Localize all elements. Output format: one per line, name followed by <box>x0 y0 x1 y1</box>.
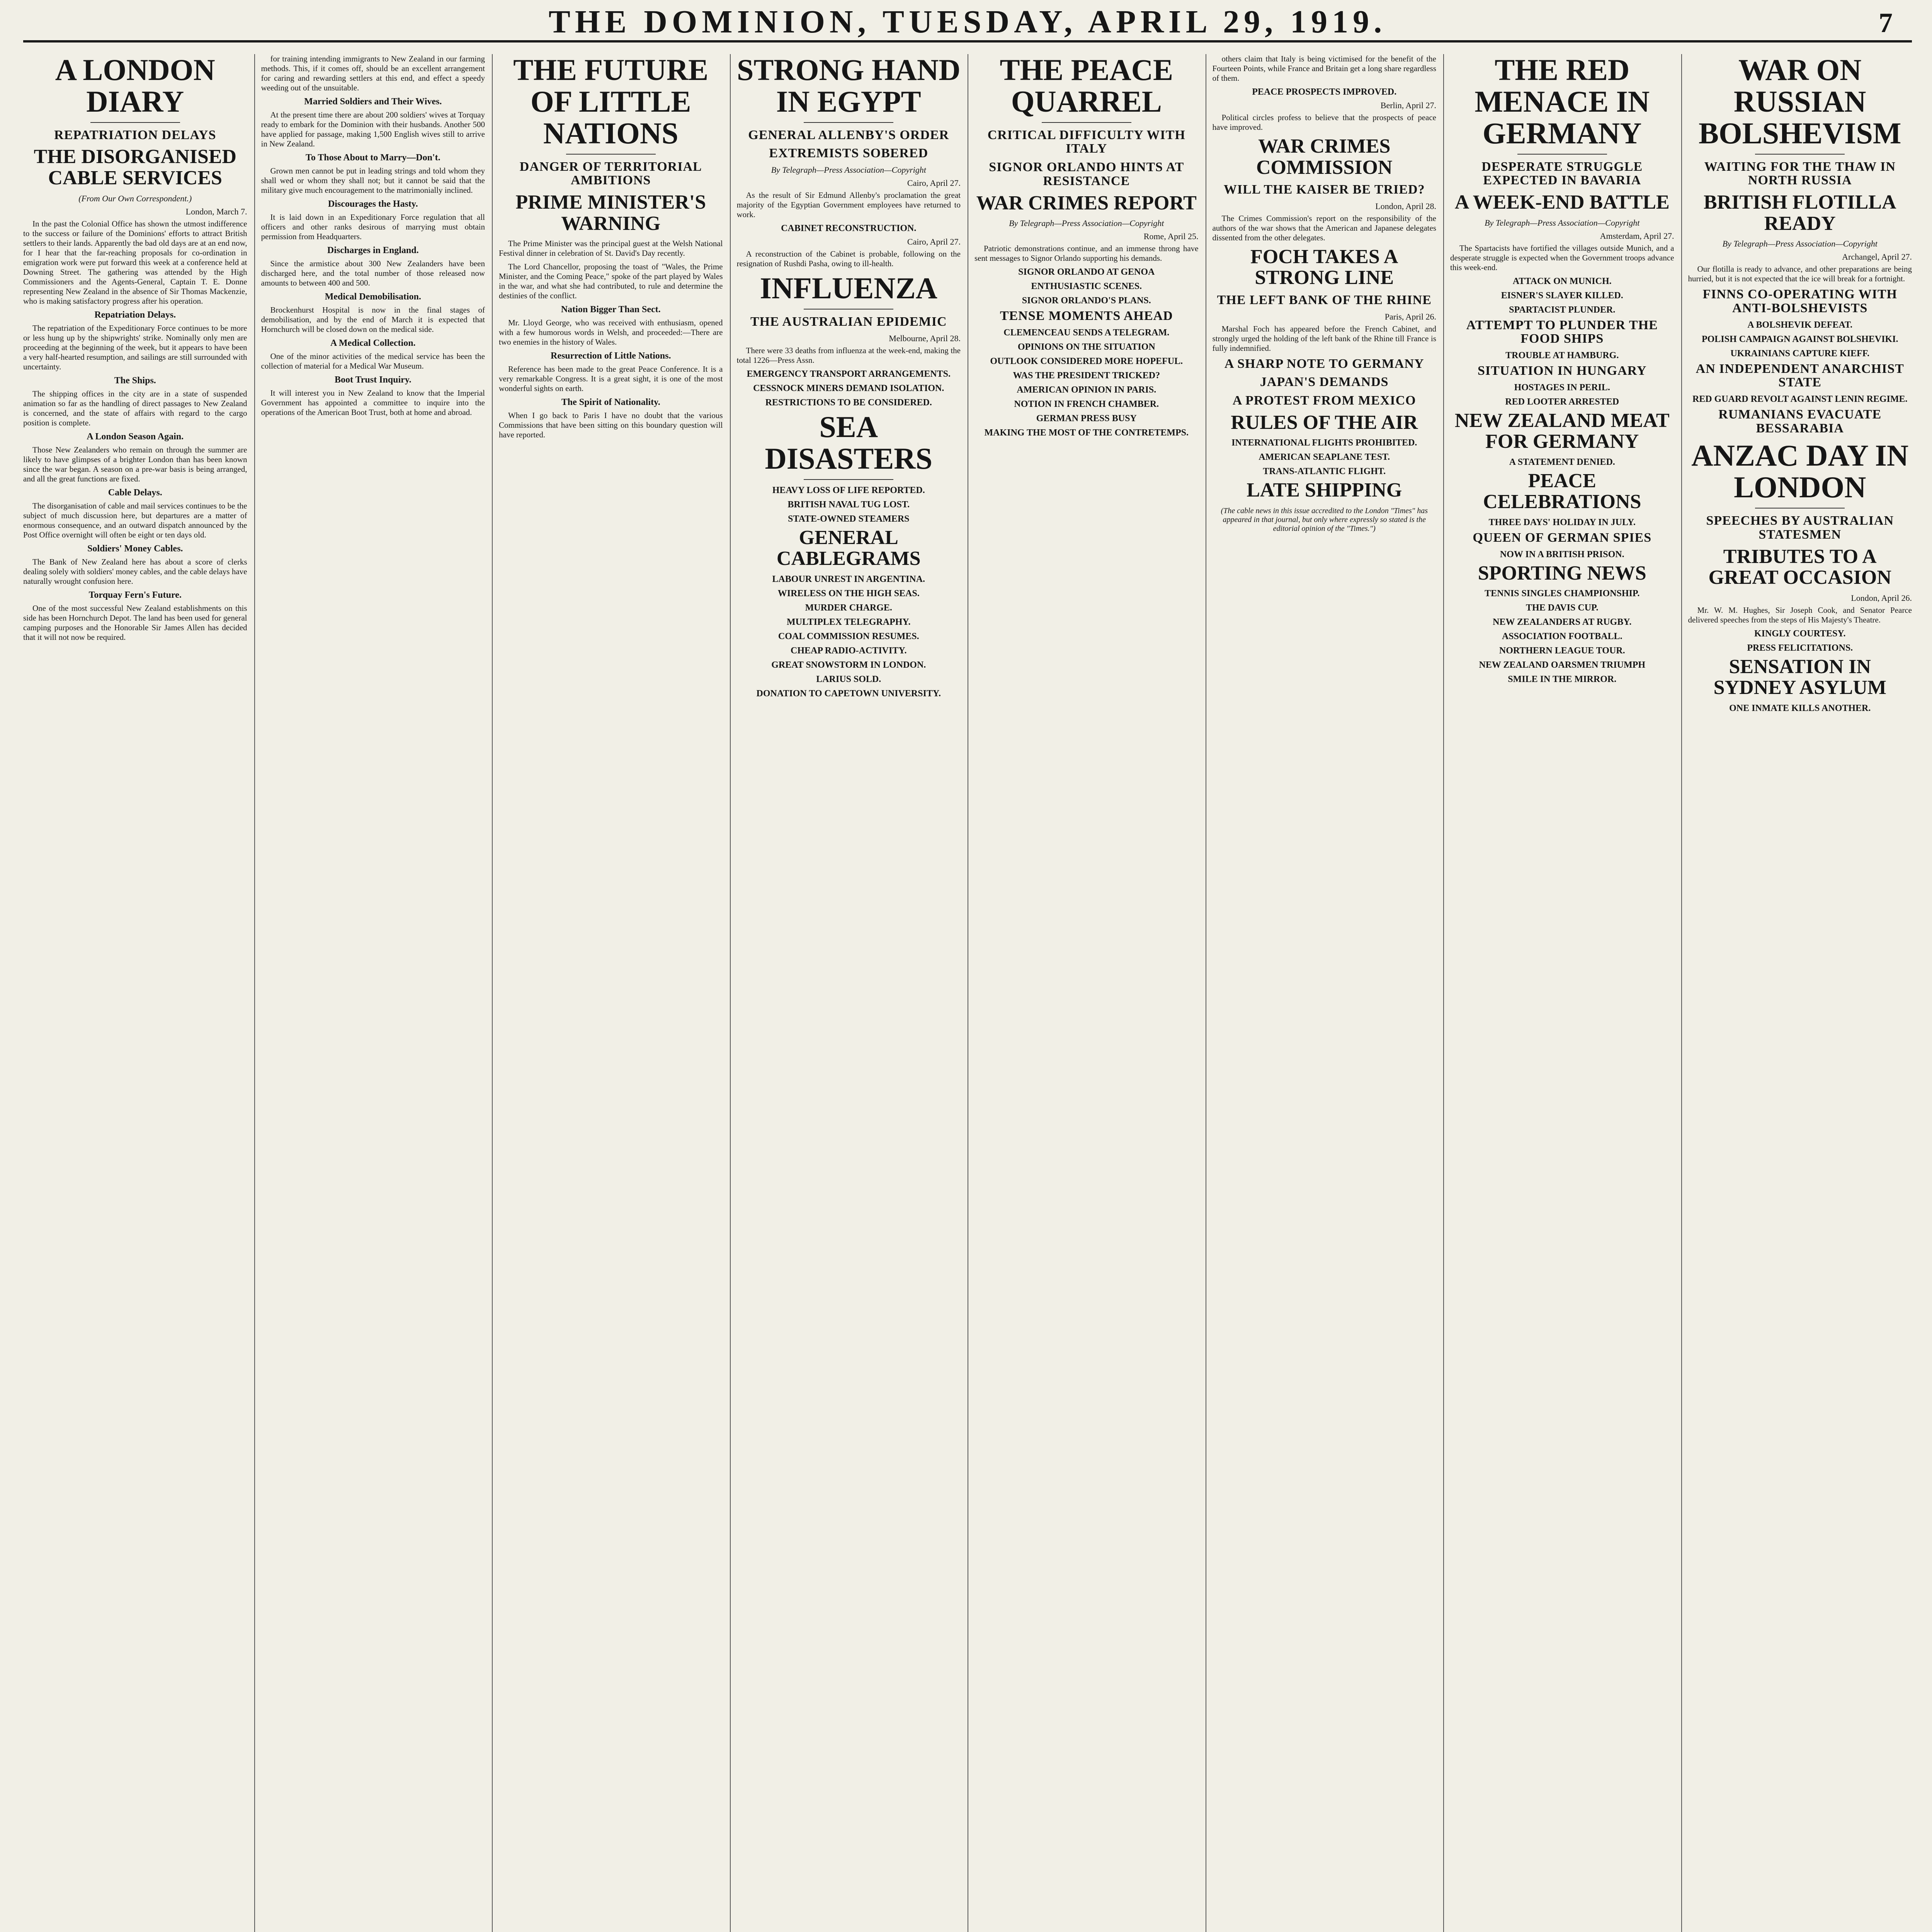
section-heading: TROUBLE AT HAMBURG. <box>1505 350 1619 361</box>
article-paragraph: The shipping offices in the city are in a state of suspended animation so far as the handling of direct passages to New Zealand is concerned, and the state of affairs with regard to the cargo position is complete. <box>23 389 247 427</box>
deck: SPEECHES BY AUSTRALIAN STATESMEN <box>1706 514 1894 542</box>
article-paragraph: The Lord Chancellor, proposing the toast of "Wales, the Prime Minister, and the Coming Peace," spoke of the part played by Wales in the war, and what she had contributed, to rule and determine the destinies of the conflict. <box>499 262 723 301</box>
section-heading: Cable Delays. <box>108 487 162 498</box>
headline: THE PEACE QUARREL <box>1000 54 1173 118</box>
dateline: Archangel, April 27. <box>1842 252 1912 262</box>
deck: TENSE MOMENTS AHEAD <box>1000 309 1173 323</box>
section-heading: The Spirit of Nationality. <box>561 397 660 408</box>
dateline: Berlin, April 27. <box>1380 100 1436 110</box>
article-paragraph: It is laid down in an Expeditionary Force regulation that all officers and other ranks desirous of marrying must obtain permission from Headquarters. <box>261 213 485 241</box>
byline: (From Our Own Correspondent.) <box>78 193 192 203</box>
article-paragraph: for training intending immigrants to New Zealand in our farming methods. This, if it comes off, should be an excellent arrangement for caring and rewarding settlers at this end, and effect a speedy weeding out of the unsuitable. <box>261 54 485 92</box>
section-heading: CESSNOCK MINERS DEMAND ISOLATION. <box>753 383 944 393</box>
section-heading: NOW IN A BRITISH PRISON. <box>1500 549 1624 560</box>
section-heading: NEW ZEALANDERS AT RUGBY. <box>1493 617 1632 628</box>
section-heading: LARIUS SOLD. <box>816 674 881 684</box>
subheadline: PRIME MINISTER'S WARNING <box>515 191 706 235</box>
section-heading: ATTACK ON MUNICH. <box>1512 276 1612 286</box>
section-heading: UKRAINIANS CAPTURE KIEFF. <box>1730 348 1870 359</box>
section-heading: Nation Bigger Than Sect. <box>561 304 661 315</box>
section-heading: ONE INMATE KILLS ANOTHER. <box>1729 703 1871 713</box>
headline-divider <box>804 479 893 480</box>
section-heading: Soldiers' Money Cables. <box>87 543 183 554</box>
section-heading: TRANS-ATLANTIC FLIGHT. <box>1263 466 1386 477</box>
deck: REPATRIATION DELAYS <box>54 128 216 142</box>
section-heading: DONATION TO CAPETOWN UNIVERSITY. <box>756 688 941 699</box>
section-heading: CHEAP RADIO-ACTIVITY. <box>791 645 907 656</box>
section-heading: SPARTACIST PLUNDER. <box>1509 304 1616 315</box>
article-paragraph: Those New Zealanders who remain on through the summer are likely to have glimpses of a brighter London than has been known since the war began. A season on a pre-war basis is being arranged, and all the great functions are fixed. <box>23 445 247 483</box>
dateline: London, April 26. <box>1851 593 1912 603</box>
headline-divider <box>1517 154 1607 155</box>
section-heading: WAS THE PRESIDENT TRICKED? <box>1013 370 1160 381</box>
section-heading: Resurrection of Little Nations. <box>550 351 671 361</box>
section-heading: THREE DAYS' HOLIDAY IN JULY. <box>1488 517 1636 528</box>
article-paragraph: One of the minor activities of the medical service has been the collection of material for a Medical War Museum. <box>261 352 485 371</box>
article-paragraph: Reference has been made to the great Peace Conference. It is a very remarkable Congress. It is a great sight, it is one of the most wonderful sights on earth. <box>499 364 723 393</box>
deck: A PROTEST FROM MEXICO <box>1232 393 1416 408</box>
section-heading: NORTHERN LEAGUE TOUR. <box>1499 646 1625 656</box>
article-paragraph: Our flotilla is ready to advance, and other preparations are being hurried, but it is not expected that the ice will break for a fortnight. <box>1688 264 1912 284</box>
headline: THE RED MENACE IN GERMANY <box>1475 54 1650 150</box>
section-heading: Torquay Fern's Future. <box>88 590 182 600</box>
article-paragraph: Mr. W. M. Hughes, Sir Joseph Cook, and Senator Pearce delivered speeches from the steps of His Majesty's Theatre. <box>1688 605 1912 624</box>
deck: FINNS CO-OPERATING WITH ANTI-BOLSHEVISTS <box>1702 287 1897 315</box>
column-2 <box>261 54 485 1932</box>
article-paragraph: The disorganisation of cable and mail services continues to be the subject of much discussion here, but departures are a matter of enormous consequence, and an outward dispatch announced by the Post Office overnight will often be eight or ten days old. <box>23 501 247 539</box>
byline: By Telegraph—Press Association—Copyright <box>1485 218 1640 228</box>
masthead <box>0 0 1932 46</box>
section-heading: TENNIS SINGLES CHAMPIONSHIP. <box>1485 588 1640 599</box>
section-heading: ASSOCIATION FOOTBALL. <box>1502 631 1622 642</box>
column-6 <box>1213 54 1437 1932</box>
article-paragraph: Political circles profess to believe that the prospects of peace have improved. <box>1212 113 1436 132</box>
dateline: Cairo, April 27. <box>907 178 961 188</box>
dateline: Cairo, April 27. <box>907 237 961 247</box>
article-paragraph: It will interest you in New Zealand to know that the Imperial Government has appointed a committee to inquire into the operations of the American Boot Trust, both at home and abroad. <box>261 388 485 417</box>
subheadline: FOCH TAKES A STRONG LINE <box>1250 245 1398 289</box>
section-heading: CABINET RECONSTRUCTION. <box>781 223 917 234</box>
column-rule <box>254 54 255 1932</box>
article-paragraph: The Crimes Commission's report on the responsibility of the authors of the war shows that the American and Japanese delegates dissented from the other delegates. <box>1212 213 1436 242</box>
article-paragraph: In the past the Colonial Office has shown the utmost indifference to the success or failure of the Dominions' efforts to attract British settlers to their lands. Apparently the bad old days are at an end now, for I hear that the far-reaching proposals for co-ordination in emigration work were put forward this week at a conference held at Downing Street. The gathering was attended by the High Commissioners and the Agents-General, Captain T. E. Donne representing New Zealand in the absence of Sir Thomas Mackenzie, who is making satisfactory progress after his operation. <box>23 219 247 306</box>
subheadline: SPORTING NEWS <box>1478 562 1646 584</box>
column-7 <box>1450 54 1674 1932</box>
deck: SITUATION IN HUNGARY <box>1477 364 1647 378</box>
subheadline: PEACE CELEBRATIONS <box>1483 469 1641 513</box>
section-heading: MURDER CHARGE. <box>805 602 892 613</box>
subheadline: RULES OF THE AIR <box>1231 411 1418 434</box>
deck: DESPERATE STRUGGLE EXPECTED IN BAVARIA <box>1481 159 1643 188</box>
section-heading: A STATEMENT DENIED. <box>1509 457 1615 467</box>
page-columns <box>23 54 1912 1932</box>
section-heading: CLEMENCEAU SENDS A TELEGRAM. <box>1003 327 1170 338</box>
column-3 <box>499 54 723 1932</box>
section-heading: POLISH CAMPAIGN AGAINST BOLSHEVIKI. <box>1701 334 1898 344</box>
deck: A SHARP NOTE TO GERMANY <box>1224 356 1424 371</box>
section-heading: NEW ZEALAND OARSMEN TRIUMPH <box>1479 660 1645 670</box>
subheadline: A WEEK-END BATTLE <box>1454 191 1670 214</box>
section-heading: AMERICAN OPINION IN PARIS. <box>1017 384 1156 395</box>
article-paragraph: There were 33 deaths from influenza at the week-end, making the total 1226—Press Assn. <box>736 345 961 365</box>
headline-divider <box>566 154 656 155</box>
headline: ANZAC DAY IN LONDON <box>1691 439 1909 504</box>
article-paragraph: A reconstruction of the Cabinet is probable, following on the resignation of Rushdi Pasha, owing to ill-health. <box>736 249 961 269</box>
section-heading: INTERNATIONAL FLIGHTS PROHIBITED. <box>1231 438 1417 448</box>
deck: THE AUSTRALIAN EPIDEMIC <box>750 315 947 329</box>
section-heading: Repatriation Delays. <box>94 310 176 320</box>
section-heading: PRESS FELICITATIONS. <box>1747 643 1853 653</box>
article-paragraph: Mr. Lloyd George, who was received with enthusiasm, opened with a few humorous words in Welsh, and proceeded:—There are two enemies in the history of Wales. <box>499 318 723 347</box>
article-paragraph: The Spartacists have fortified the villages outside Munich, and a desperate struggle is expected when the Government troops advance this week-end. <box>1450 243 1674 272</box>
headline: INFLUENZA <box>760 271 937 305</box>
section-heading: HEAVY LOSS OF LIFE REPORTED. <box>772 485 925 495</box>
section-heading: MULTIPLEX TELEGRAPHY. <box>786 617 911 627</box>
section-heading: The Ships. <box>114 375 156 386</box>
headline: WAR ON RUSSIAN BOLSHEVISM <box>1699 54 1901 150</box>
deck: THE LEFT BANK OF THE RHINE <box>1217 293 1432 308</box>
section-heading: Discharges in England. <box>327 245 419 255</box>
dateline: London, March 7. <box>185 206 247 216</box>
article-paragraph: As the result of Sir Edmund Allenby's proclamation the great majority of the Egyptian Government employees have returned to work. <box>736 190 961 219</box>
column-1 <box>23 54 247 1932</box>
column-rule <box>1443 54 1444 1932</box>
section-heading: BRITISH NAVAL TUG LOST. <box>787 499 910 510</box>
masthead-rule <box>23 40 1912 43</box>
section-heading: OUTLOOK CONSIDERED MORE HOPEFUL. <box>990 356 1183 366</box>
section-heading: A London Season Again. <box>87 431 184 442</box>
headline-divider <box>1755 508 1845 509</box>
article-paragraph: The Bank of New Zealand here has about a score of clerks dealing solely with soldiers' money cables, and the cable delays have naturally wrought confusion here. <box>23 557 247 586</box>
dateline: Amsterdam, April 27. <box>1600 231 1674 241</box>
article-paragraph: Patriotic demonstrations continue, and an immense throng have sent messages to Signor Orlando supporting his demands. <box>975 244 1199 263</box>
byline: By Telegraph—Press Association—Copyright <box>1009 218 1164 228</box>
article-paragraph: At the present time there are about 200 soldiers' wives at Torquay ready to embark for the Dominion with their husbands. Another 500 have applied for passage, making 1,500 English wives still to arrive in New Zealand. <box>261 110 485 148</box>
deck: GENERAL ALLENBY'S ORDER <box>748 128 949 142</box>
headline-divider <box>804 122 893 123</box>
section-heading: ENTHUSIASTIC SCENES. <box>1031 281 1142 292</box>
section-heading: To Those About to Marry—Don't. <box>305 153 440 163</box>
deck: AN INDEPENDENT ANARCHIST STATE <box>1696 361 1904 390</box>
section-heading: THE DAVIS CUP. <box>1526 603 1599 613</box>
section-heading: KINGLY COURTESY. <box>1754 628 1846 639</box>
subheadline: THE DISORGANISED CABLE SERVICES <box>34 146 236 189</box>
dateline: London, April 28. <box>1375 201 1436 211</box>
section-heading: Married Soldiers and Their Wives. <box>304 97 442 107</box>
deck: EXTREMISTS SOBERED <box>769 146 929 161</box>
section-heading: NOTION IN FRENCH CHAMBER. <box>1014 399 1159 409</box>
section-heading: AMERICAN SEAPLANE TEST. <box>1259 452 1390 463</box>
dateline: Rome, April 25. <box>1143 231 1199 242</box>
section-heading: RED LOOTER ARRESTED <box>1505 396 1619 407</box>
column-rule <box>1681 54 1682 1932</box>
column-8 <box>1688 54 1912 1932</box>
section-heading: GREAT SNOWSTORM IN LONDON. <box>771 660 926 670</box>
article-paragraph: One of the most successful New Zealand establishments on this side has been Hornchurch Depot. The land has been used for general camping purposes and the Honorable Sir James Allen has decided that it will not now be required. <box>23 603 247 642</box>
section-heading: A BOLSHEVIK DEFEAT. <box>1747 320 1853 330</box>
section-heading: EMERGENCY TRANSPORT ARRANGEMENTS. <box>747 369 951 379</box>
section-heading: SIGNOR ORLANDO'S PLANS. <box>1022 296 1151 306</box>
section-heading: Boot Trust Inquiry. <box>334 375 412 385</box>
section-heading: GERMAN PRESS BUSY <box>1036 413 1137 423</box>
deck: JAPAN'S DEMANDS <box>1260 375 1389 389</box>
article-paragraph: others claim that Italy is being victimised for the benefit of the Fourteen Points, while France and Britain get a long share regardless of them. <box>1212 54 1436 83</box>
dateline: Paris, April 26. <box>1384 311 1436 321</box>
section-heading: LABOUR UNREST IN ARGENTINA. <box>772 574 925 584</box>
section-heading: WIRELESS ON THE HIGH SEAS. <box>777 588 920 599</box>
column-rule <box>492 54 493 1932</box>
headline-divider <box>1042 122 1131 123</box>
column-5 <box>975 54 1199 1932</box>
article-paragraph: When I go back to Paris I have no doubt that the various Commissions that have been sitting on this boundary question will have reported. <box>499 411 723 440</box>
deck: QUEEN OF GERMAN SPIES <box>1473 531 1652 545</box>
section-heading: RESTRICTIONS TO BE CONSIDERED. <box>765 397 932 408</box>
subheadline: TRIBUTES TO A GREAT OCCASION <box>1708 545 1891 589</box>
headline: STRONG HAND IN EGYPT <box>736 54 961 118</box>
headline: SEA DISASTERS <box>765 410 933 475</box>
headline-divider <box>90 122 180 123</box>
article-paragraph: The Prime Minister was the principal guest at the Welsh National Festival dinner in celebration of St. David's Day recently. <box>499 239 723 258</box>
page-number: 7 <box>1879 7 1893 38</box>
deck: ATTEMPT TO PLUNDER THE FOOD SHIPS <box>1466 318 1658 346</box>
subheadline: WAR CRIMES COMMISSION <box>1256 135 1393 179</box>
article-paragraph: Brockenhurst Hospital is now in the final stages of demobilisation, and by the end of March it is expected that Hornchurch will be closed down on the medical side. <box>261 305 485 334</box>
section-heading: EISNER'S SLAYER KILLED. <box>1501 290 1623 301</box>
section-heading: MAKING THE MOST OF THE CONTRETEMPS. <box>984 427 1189 438</box>
section-heading: COAL COMMISSION RESUMES. <box>778 631 919 641</box>
article-paragraph: Since the armistice about 300 New Zealanders have been discharged here, and the total number of those released now amounts to between 400 and 500. <box>261 259 485 287</box>
headline: A LONDON DIARY <box>55 54 215 118</box>
section-heading: SIGNOR ORLANDO AT GENOA <box>1018 267 1155 277</box>
headline-divider <box>804 309 893 310</box>
section-heading: PEACE PROSPECTS IMPROVED. <box>1252 87 1397 97</box>
section-heading: Discourages the Hasty. <box>328 199 418 209</box>
deck: DANGER OF TERRITORIAL AMBITIONS <box>519 159 702 188</box>
column-rule <box>730 54 731 1932</box>
column-4 <box>737 54 961 1932</box>
headline-divider <box>1755 154 1845 155</box>
subheadline: SENSATION IN SYDNEY ASYLUM <box>1713 655 1886 699</box>
article-paragraph: The repatriation of the Expeditionary Force continues to be more or less hung up by the shipwrights' strike. Nominally only men are proceeding at the beginning of the week, but it appears to have been a very half-hearted resumption, and sailings are still surrounded with uncertainty. <box>23 323 247 371</box>
subheadline: LATE SHIPPING <box>1247 479 1402 502</box>
subheadline: NEW ZEALAND MEAT FOR GERMANY <box>1454 409 1670 453</box>
deck: CRITICAL DIFFICULTY WITH ITALY <box>987 128 1185 156</box>
dateline: Melbourne, April 28. <box>889 333 961 343</box>
deck: RUMANIANS EVACUATE BESSARABIA <box>1718 407 1882 435</box>
article-paragraph: Marshal Foch has appeared before the French Cabinet, and strongly urged the holding of the left bank of the Rhine till France is fully indemnified. <box>1212 324 1436 353</box>
byline: By Telegraph—Press Association—Copyright <box>771 165 926 175</box>
section-heading: A Medical Collection. <box>330 338 416 348</box>
section-heading: Medical Demobilisation. <box>325 292 421 302</box>
section-heading: STATE-OWNED STEAMERS <box>787 514 910 524</box>
article-paragraph: Grown men cannot be put in leading strings and told whom they shall wed or whom they shall not; but it cannot be said that the military give much encouragement to the matrimonially inclined. <box>261 166 485 195</box>
section-heading: HOSTAGES IN PERIL. <box>1514 382 1610 393</box>
editorial-notice: (The cable news in this issue accredited to the London "Times" has appeared in that journal, but only where expressly so stated is the editorial opinion of the "Times.") <box>1221 507 1428 533</box>
byline: By Telegraph—Press Association—Copyright <box>1722 239 1878 249</box>
section-heading: SMILE IN THE MIRROR. <box>1508 674 1617 685</box>
section-heading: RED GUARD REVOLT AGAINST LENIN REGIME. <box>1692 394 1908 404</box>
section-heading: OPINIONS ON THE SITUATION <box>1017 342 1155 352</box>
deck: WILL THE KAISER BE TRIED? <box>1223 182 1425 197</box>
headline: THE FUTURE OF LITTLE NATIONS <box>513 54 709 150</box>
deck: WAITING FOR THE THAW IN NORTH RUSSIA <box>1704 159 1896 188</box>
subheadline: WAR CRIMES REPORT <box>976 192 1197 214</box>
subheadline: BRITISH FLOTILLA READY <box>1704 191 1896 235</box>
subheadline: GENERAL CABLEGRAMS <box>776 526 921 570</box>
deck: SIGNOR ORLANDO HINTS AT RESISTANCE <box>989 160 1184 188</box>
newspaper-title: THE DOMINION, TUESDAY, APRIL 29, 1919. <box>548 4 1387 40</box>
